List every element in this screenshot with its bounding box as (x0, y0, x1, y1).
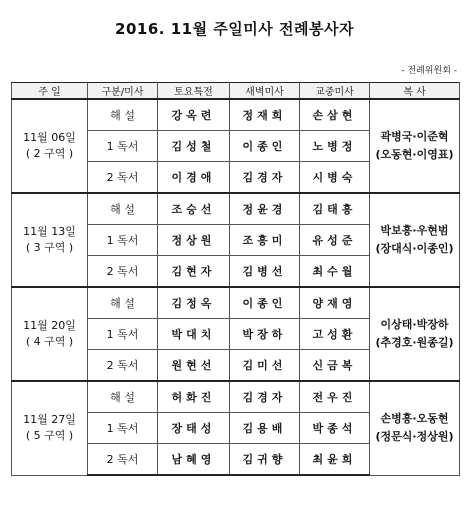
dawn-mass-name: 김경자 (230, 381, 300, 413)
sunday-date-cell (12, 287, 88, 381)
dawn-mass-name: 김귀향 (230, 444, 300, 476)
col-header-category: 구분/미사 (88, 83, 158, 100)
zone-label: ( 4 구역 ) (25, 335, 74, 348)
saturday-vigil-name: 김현자 (158, 256, 230, 288)
main-mass-name: 김태흥 (300, 193, 370, 225)
altar-server-cell (370, 99, 460, 193)
col-header-sunday: 주 일 (12, 83, 88, 100)
role-cell: 1 독서 (88, 413, 158, 444)
saturday-vigil-name: 허화진 (158, 381, 230, 413)
altar-server-primary: 곽병국·이준혁 (380, 130, 449, 143)
sunday-date: 11월 06일 (23, 131, 76, 144)
dawn-mass-name: 김미선 (230, 350, 300, 382)
col-header-altar-server: 복 사 (370, 83, 460, 100)
main-mass-name: 시병숙 (300, 162, 370, 194)
saturday-vigil-name: 원현선 (158, 350, 230, 382)
sunday-date-cell (12, 193, 88, 287)
saturday-vigil-name: 김성철 (158, 131, 230, 162)
saturday-vigil-name: 남혜영 (158, 444, 230, 476)
main-mass-name: 신금복 (300, 350, 370, 382)
role-cell: 해 설 (88, 99, 158, 131)
main-mass-name: 전우진 (300, 381, 370, 413)
header-row (12, 83, 460, 100)
dawn-mass-name: 정재희 (230, 99, 300, 131)
saturday-vigil-name: 박대치 (158, 319, 230, 350)
altar-server-secondary: (오동현·이영표) (375, 148, 454, 161)
role-cell: 1 독서 (88, 319, 158, 350)
altar-server-cell (370, 193, 460, 287)
dawn-mass-name: 박장하 (230, 319, 300, 350)
main-mass-name: 박종석 (300, 413, 370, 444)
main-mass-name: 양재영 (300, 287, 370, 319)
document-title: 2016. 11월 주일미사 전례봉사자 (115, 20, 354, 38)
role-cell: 해 설 (88, 381, 158, 413)
saturday-vigil-name: 정상원 (158, 225, 230, 256)
role-cell: 해 설 (88, 287, 158, 319)
main-mass-name: 손삼현 (300, 99, 370, 131)
dawn-mass-name: 정윤경 (230, 193, 300, 225)
saturday-vigil-name: 김정옥 (158, 287, 230, 319)
saturday-vigil-name: 조승선 (158, 193, 230, 225)
saturday-vigil-name: 강옥련 (158, 99, 230, 131)
altar-server-cell (370, 287, 460, 381)
sunday-date: 11월 27일 (23, 413, 76, 427)
main-mass-name: 최수월 (300, 256, 370, 288)
main-mass-name: 노병정 (300, 131, 370, 162)
col-header-main-mass: 교중미사 (300, 83, 370, 100)
sunday-date: 11월 20일 (23, 319, 76, 332)
col-header-saturday-vigil: 토요특전 (158, 83, 230, 100)
zone-label: ( 5 구역 ) (25, 429, 74, 443)
saturday-vigil-name: 이경애 (158, 162, 230, 194)
table-row (12, 381, 460, 413)
sunday-date: 11월 13일 (23, 225, 76, 238)
zone-label: ( 3 구역 ) (25, 241, 74, 254)
zone-label: ( 2 구역 ) (25, 147, 74, 160)
role-cell: 2 독서 (88, 444, 158, 476)
altar-server-secondary: (정문식·정상원) (375, 430, 454, 444)
dawn-mass-name: 조흥미 (230, 225, 300, 256)
altar-server-secondary: (장대식·이종인) (375, 242, 454, 255)
dawn-mass-name: 김경자 (230, 162, 300, 194)
altar-server-cell (370, 381, 460, 475)
altar-server-primary: 이상태·박장하 (380, 318, 449, 331)
dawn-mass-name: 이종인 (230, 287, 300, 319)
table-row (12, 287, 460, 319)
saturday-vigil-name: 장태성 (158, 413, 230, 444)
role-cell: 2 독서 (88, 350, 158, 382)
role-cell: 2 독서 (88, 256, 158, 288)
main-mass-name: 고성환 (300, 319, 370, 350)
dawn-mass-name: 김용배 (230, 413, 300, 444)
sunday-date-cell (12, 99, 88, 193)
dawn-mass-name: 이종인 (230, 131, 300, 162)
col-header-dawn-mass: 새벽미사 (230, 83, 300, 100)
table-row (12, 99, 460, 131)
role-cell: 1 독서 (88, 225, 158, 256)
committee-note: - 전례위원회 - (401, 66, 457, 76)
main-mass-name: 유성준 (300, 225, 370, 256)
table-row (12, 193, 460, 225)
altar-server-secondary: (추경호·원종길) (375, 336, 454, 349)
role-cell: 2 독서 (88, 162, 158, 194)
dawn-mass-name: 김병선 (230, 256, 300, 288)
main-mass-name: 최윤희 (300, 444, 370, 476)
altar-server-primary: 박보흥·우현범 (380, 224, 449, 237)
role-cell: 1 독서 (88, 131, 158, 162)
schedule-table (11, 82, 460, 476)
role-cell: 해 설 (88, 193, 158, 225)
sunday-date-cell (12, 381, 88, 475)
altar-server-primary: 손병흥·오동현 (380, 412, 449, 426)
